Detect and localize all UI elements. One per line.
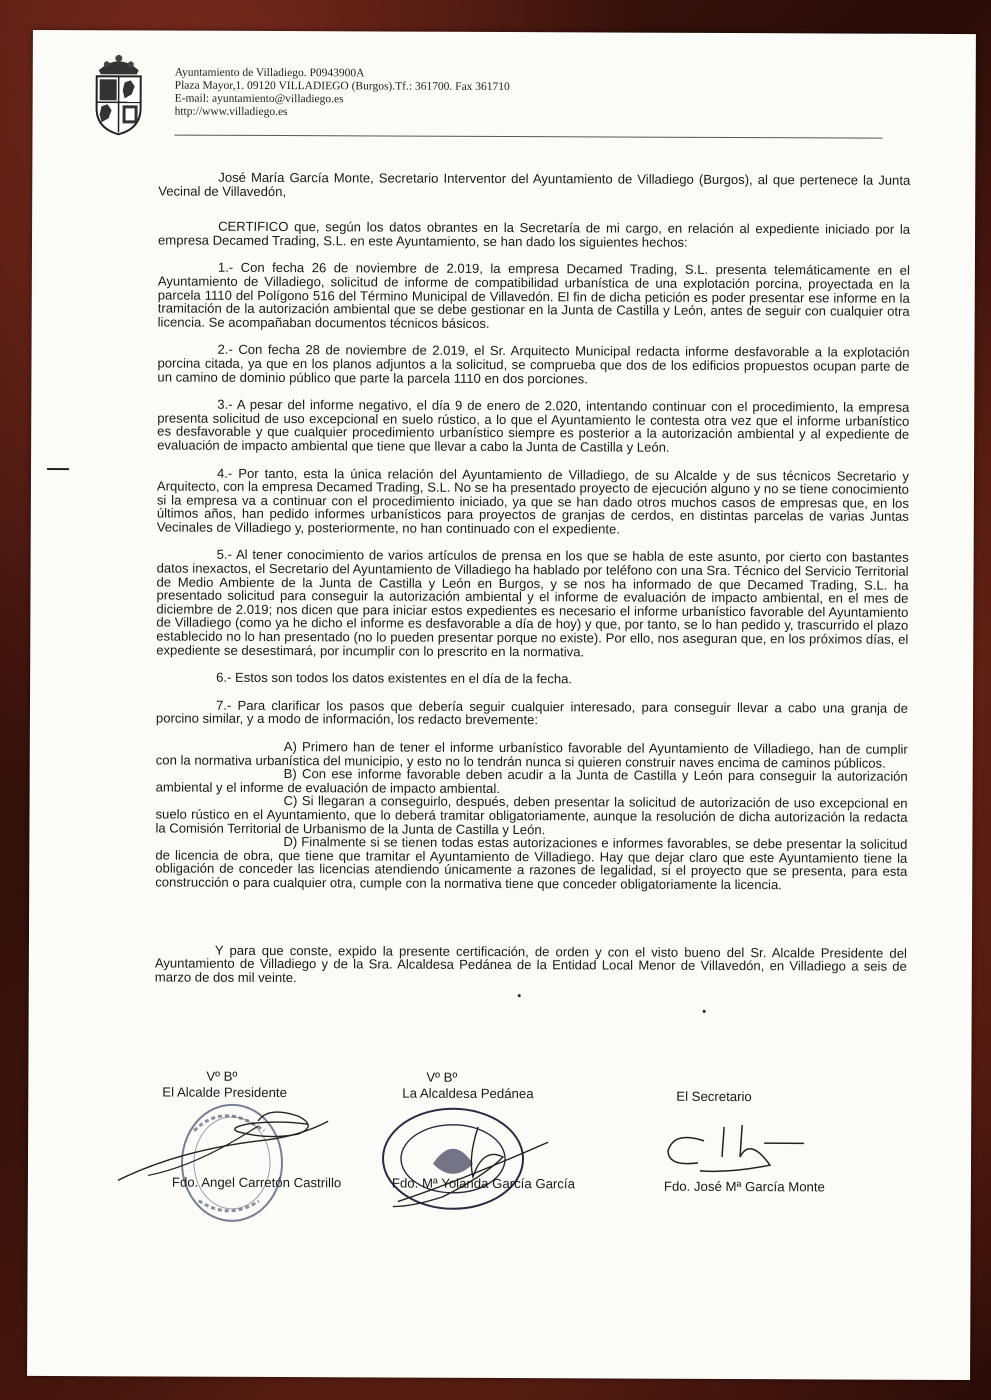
secretario-signature-icon: [664, 1121, 814, 1178]
fact-1-paragraph: 1.- Con fecha 26 de noviembre de 2.019, la empresa Decamed Trading, S.L. presenta telemáticamente en el Ayuntamiento de Villadiego, solicitud de informe de compatibilidad urbanística de una explotación porcina, proyectada en la parcela 1110 del Polígono 516 del Término Municipal de Villavedón. El fin de dicha petición es poder presentar ese informe en la tramitación de la autorización ambiental que se debe gestionar en la Junta de Castilla y León, antes de seguir con cualquier otra licencia. Se acompañaban documentos técnicos básicos.: [157, 260, 910, 331]
fact-5-paragraph: 5.- Al tener conocimiento de varios artículos de prensa en los que se habla de este asunto, por cierto con bastantes datos inexactos, el Secretario del Ayuntamiento de Villadiego ha hablado por teléfono con una Sra. Técnico del Servicio Territorial de Medio Ambiente de la Junta de Castilla y León en Burgos, y se nos ha informado de que Decamed Trading, S.L. ha presentado solicitud para conseguir la autorización ambiental y el informe de evaluación de impacto ambiental, en el mes de diciembre de 2.019; nos dicen que para iniciar estos expedientes es necesario el informe urbanístico favorable del Ayuntamiento de Villadiego (como ya he dicho el informe es desfavorable a día de hoy) y que, por tanto, se lo han pedido y, trascurrido el plazo establecido no lo han presentado (no lo pueden presentar porque no existe). Por ello, nos aseguran que, en los próximos días, el expediente se desestimará, por incumplir con lo prescrito en la normativa.: [156, 547, 909, 659]
fact-6-paragraph: 6.- Estos son todos los datos existentes en el día de la fecha.: [216, 669, 573, 687]
secretario-name: Fdo. José Mª García Monte: [663, 1178, 825, 1195]
secretario-role: El Secretario: [676, 1088, 752, 1105]
document-page: [27, 30, 976, 1380]
alcaldesa-vb: Vº Bº: [426, 1069, 458, 1085]
letterhead: [175, 67, 510, 120]
closing-paragraph: Y para que conste, expido la presente certificación, de orden y con el visto bueno del Sr. Alcalde Presidente del Ayuntamiento de Villadiego y de la Sra. Alcaldesa Pedánea de la Entidad Local Menor de Villavedón, en Villadiego a seis de marzo de dos mil veinte.: [154, 942, 907, 985]
letterhead-line-1: Ayuntamiento de Villadiego. P0943900A: [174, 66, 365, 80]
intro-paragraph: José María García Monte, Secretario Interventor del Ayuntamiento de Villadiego (Burgos), al que pertenece la Junta Vecinal de Villavedón,: [158, 169, 911, 199]
step-a-paragraph: A) Primero han de tener el informe urbanístico favorable del Ayuntamiento de Villadiego, han de cumplir con la normativa urbanística del municipio, y esto no lo tendrán nunca si quieren construir naves encima de caminos públicos.: [155, 739, 908, 771]
ink-dot: [518, 994, 521, 997]
document-body: [155, 170, 911, 1001]
fact-2-paragraph: 2.- Con fecha 28 de noviembre de 2.019, el Sr. Arquitecto Municipal redacta informe desfavorable a la explotación porcina citada, ya que en los planos adjuntos a la solicitud, se comprueba que dos de los edificios propuestos ocupan parte de un camino de dominio público que parte la parcela 1110 en dos porciones.: [157, 342, 910, 386]
step-b-paragraph: B) Con ese informe favorable deben acudir a la Junta de Castilla y León para conseguir la autorización ambiental y el informe de evaluación de impacto ambiental.: [155, 766, 908, 796]
fact-4-paragraph: 4.- Por tanto, esta la única relación del Ayuntamiento de Villadiego, de su Alcalde y de sus técnicos Secretario y Arquitecto, con la empresa Decamed Trading, S.L. No se ha presentado proyecto de ejecución alguno y no se tiene conocimiento si la empresa va a continuar con el procedimiento iniciado, ya que se han dado otros muchos casos de empresas que, en los últimos años, han pedido informes urbanísticos para proyectos de granjas de cerdos, en distintas parcelas de varias Juntas Vecinales de Villadiego y, posteriormente, no han continuado con el expediente.: [156, 465, 910, 537]
letterhead-email: E-mail: ayuntamiento@villadiego.es: [174, 92, 344, 106]
alcalde-vb: Vº Bº: [206, 1068, 238, 1084]
fact-3-paragraph: 3.- A pesar del informe negativo, el día 9 de enero de 2.020, intentando continuar con el procedimiento, la empresa presenta solicitud de uso excepcional en suelo rústico, a lo que el Ayuntamiento le contesta otra vez que el informe urbanístico es desfavorable y que cualquier procedimiento urbanístico siempre es posterior a la autorización ambiental y al expediente de evaluación de impacto ambiental que tiene que llevar a cabo la Junta de Castilla y León.: [157, 396, 910, 455]
coat-of-arms-icon: [88, 50, 148, 138]
letterhead-website: http://www.villadiego.es: [174, 105, 288, 119]
letterhead-line-2: Plaza Mayor,1. 09120 VILLADIEGO (Burgos).Tf.: 361700. Fax 361710: [174, 79, 510, 94]
alcaldesa-signature-icon: [388, 1122, 558, 1213]
alcaldesa-role: La Alcaldesa Pedánea: [402, 1085, 534, 1102]
header-divider: [174, 135, 882, 139]
certifico-paragraph: CERTIFICO que, según los datos obrantes en la Secretaría de mi cargo, en relación al expediente iniciado por la empresa Decamed Trading, S.L. en este Ayuntamiento, se han dado los siguientes hechos:: [157, 218, 911, 250]
step-c-paragraph: C) Si llegaran a conseguirlo, después, deben presentar la solicitud de autorización de uso excepcional en suelo rústico en el Ayuntamiento, que lo deberá tramitar obligatoriamente, aunque la resolución de dicha autorización la redacta la Comisión Territorial de Urbanismo de la Junta de Castilla y León.: [155, 793, 908, 837]
alcalde-role: El Alcalde Presidente: [162, 1084, 287, 1101]
step-d-paragraph: D) Finalmente si se tienen todas estas autorizaciones e informes favorables, se debe presentar la solicitud de licencia de obra, que tiene que tramitar el Ayuntamiento de Villadiego. Hay que dejar claro que este Ayuntamiento tiene la obligación de conceder las licencias atendiendo únicamente a razones de legalidad, si el proyecto que se presenta, para esta construcción o para cualquier otra, cumple con la normativa tiene que conceder obligatoriamente la licencia.: [155, 834, 908, 893]
alcalde-name: Fdo. Angel Carretón Castrillo: [171, 1174, 342, 1191]
fact-7-paragraph: 7.- Para clarificar los pasos que debería seguir cualquier interesado, para conseguir llevar a cabo una granja de porcino similar, y a modo de información, los redacto brevemente:: [155, 697, 909, 728]
margin-mark: [47, 468, 69, 470]
alcaldesa-name: Fdo. Mª Yolanda García García: [391, 1175, 575, 1192]
ink-dot: [703, 1010, 706, 1013]
